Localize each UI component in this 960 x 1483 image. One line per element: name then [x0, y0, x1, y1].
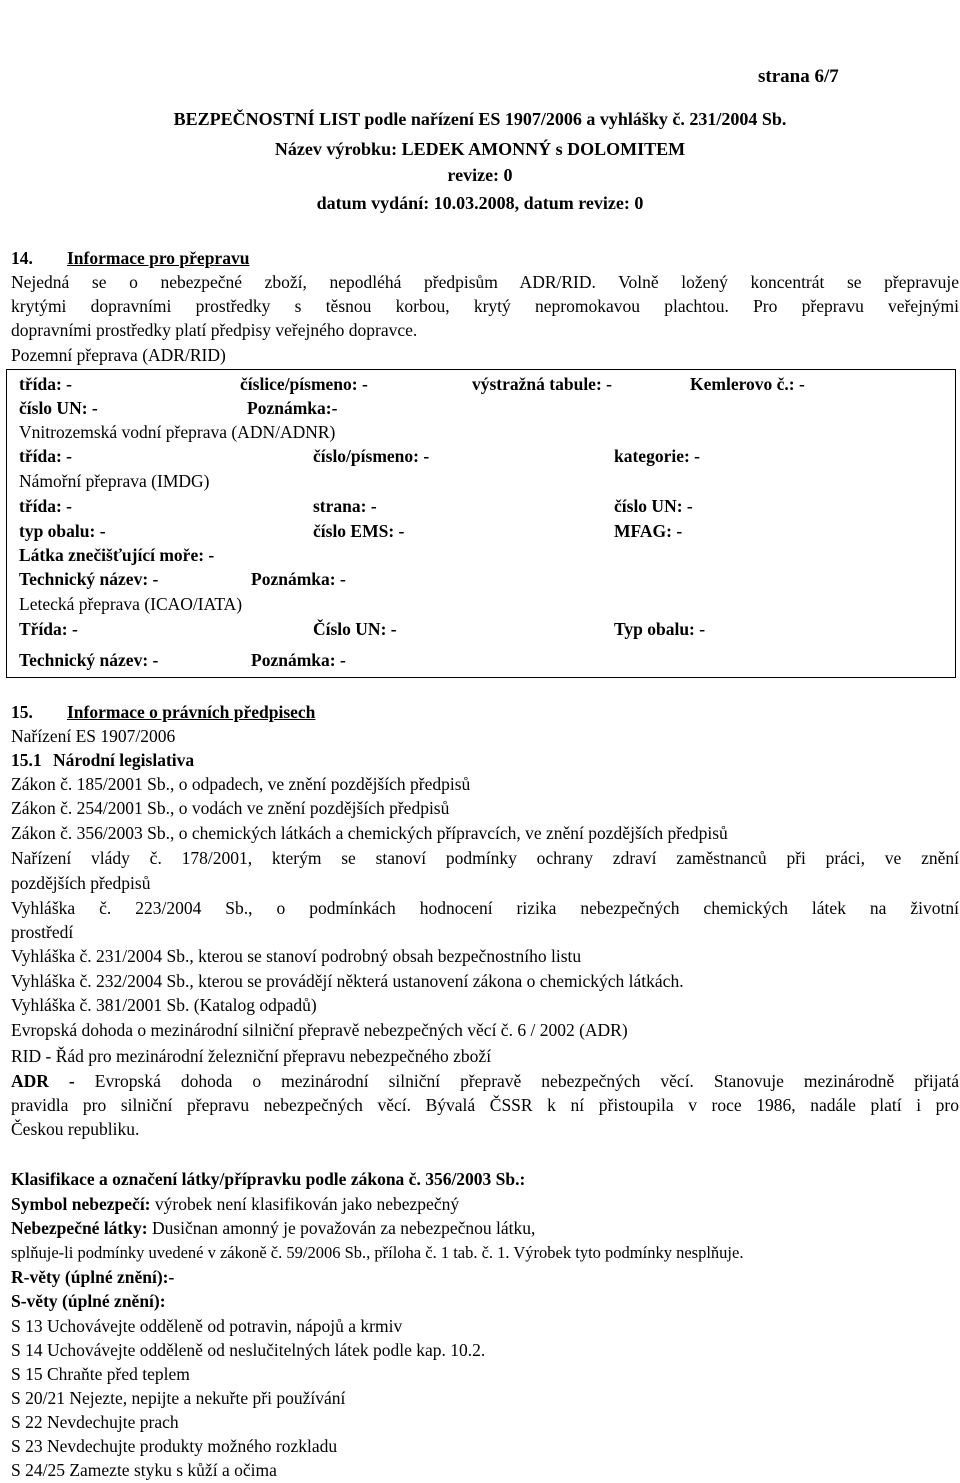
- law-item: Evropská dohoda o mezinárodní silniční přepravě nebezpečných věcí č. 6 / 2002 (ADR): [11, 1020, 628, 1040]
- s-phrase-item: S 15 Chraňte před teplem: [11, 1364, 190, 1384]
- law-item: RID - Řád pro mezinárodní železniční přepravu nebezpečného zboží: [11, 1046, 492, 1066]
- road-class: třída: -: [19, 374, 72, 394]
- road-kemler: Kemlerovo č.: -: [690, 374, 805, 394]
- s-phrase-item: S 13 Uchovávejte odděleně od potravin, nápojů a krmiv: [11, 1316, 403, 1336]
- dangerous-substances-text-2: splňuje-li podmínky uvedené v zákoně č. 59/2006 Sb., příloha č. 1 tab. č. 1. Výrobek tyto podmínky nesplňuje.: [11, 1243, 744, 1262]
- adr-paragraph: [11, 1069, 959, 1141]
- sea-note: Poznámka: -: [251, 569, 346, 589]
- law-item: Vyhláška č. 232/2004 Sb., kterou se provádějí některá ustanovení zákona o chemických látkách.: [11, 971, 684, 991]
- subsection-15-1-number: 15.1: [11, 750, 42, 770]
- transport-box: [6, 369, 956, 678]
- box-row-road-2: [19, 398, 959, 422]
- inland-code: číslo/písmeno: -: [313, 446, 430, 466]
- government-regulation-line-2: pozdějších předpisů: [11, 873, 151, 893]
- dangerous-substances-label: Nebezpečné látky:: [11, 1218, 148, 1238]
- inland-category: kategorie: -: [614, 446, 701, 466]
- dangerous-substances-text: Dusičnan amonný je považován za nebezpečnou látku,: [147, 1218, 536, 1238]
- sea-page: strana: -: [313, 496, 377, 516]
- page-number: strana 6/7: [758, 66, 839, 87]
- classification-title: Klasifikace a označení látky/přípravku podle zákona č. 356/2003 Sb.:: [11, 1169, 526, 1189]
- regulation-1907: Nařízení ES 1907/2006: [11, 726, 176, 746]
- section-14-number: 14.: [11, 248, 33, 268]
- product-name: Název výrobku: LEDEK AMONNÝ s DOLOMITEM: [274, 139, 686, 159]
- adr-text-1: Evropská dohoda o mezinárodní silniční přepravě nebezpečných věcí. Stanovuje mezinárodně přijatá: [74, 1071, 959, 1091]
- s-phrase-item: S 22 Nevdechujte prach: [11, 1412, 179, 1432]
- adr-text-2: pravidla pro silniční přepravu nebezpečných věcí. Bývalá ČSSR k ní přistoupila v roce 1986, nadále platí i pro: [11, 1095, 959, 1115]
- box-row-road-1: [19, 374, 959, 398]
- adr-label: ADR -: [11, 1071, 75, 1091]
- section-15-title: Informace o právních předpisech: [67, 702, 316, 722]
- air-title: Letecká přeprava (ICAO/IATA): [19, 594, 243, 614]
- s14-paragraph-line-3: dopravními prostředky platí předpisy veřejného dopravce.: [11, 320, 418, 340]
- law-item: Zákon č. 254/2001 Sb., o vodách ve znění pozdějších předpisů: [11, 798, 450, 818]
- box-row-sea-2: [19, 521, 959, 545]
- revision: revize: 0: [447, 165, 513, 185]
- government-regulation-line-1: Nařízení vlády č. 178/2001, kterým se stanoví podmínky ochrany zdraví zaměstnanců při práci, ve znění: [11, 848, 959, 868]
- s14-paragraph-line-2: krytými dopravními prostředky s těsnou korbou, krytý nepromokavou plachtou. Pro přepravu veřejnými: [11, 296, 959, 316]
- decree-223-line-1: Vyhláška č. 223/2004 Sb., o podmínkách hodnocení rizika nebezpečných chemických látek na životní: [11, 898, 959, 918]
- inland-class: třída: -: [19, 446, 72, 466]
- law-item: Zákon č. 356/2003 Sb., o chemických látkách a chemických přípravcích, ve znění pozdějších předpisů: [11, 823, 728, 843]
- s-phrase-item: S 20/21 Nejezte, nepijte a nekuřte při používání: [11, 1388, 346, 1408]
- sea-package-type: typ obalu: -: [19, 521, 106, 541]
- road-code: číslice/písmeno: -: [240, 374, 368, 394]
- s-phrases-heading: S-věty (úplné znění):: [11, 1291, 166, 1311]
- hazard-symbol-text: výrobek není klasifikován jako nebezpečný: [150, 1194, 460, 1214]
- box-row-inland: [19, 446, 959, 470]
- dangerous-substances-line: [11, 1218, 959, 1239]
- s-phrase-item: S 24/25 Zamezte styku s kůží a očima: [11, 1460, 277, 1480]
- decree-223-line-2: prostředí: [11, 922, 74, 942]
- box-row-air-1: [19, 619, 959, 643]
- road-transport-title: Pozemní přeprava (ADR/RID): [11, 345, 226, 365]
- subsection-15-1-title: Národní legislativa: [53, 750, 195, 770]
- box-row-sea-1: [19, 496, 959, 520]
- document-title: BEZPEČNOSTNÍ LIST podle nařízení ES 1907/2006 a vyhlášky č. 231/2004 Sb.: [173, 109, 787, 129]
- s14-paragraph-line-1: Nejedná se o nebezpečné zboží, nepodléhá předpisům ADR/RID. Volně ložený koncentrát se přepravuje: [11, 272, 959, 292]
- box-row-air-2: [19, 650, 959, 674]
- air-class: Třída: -: [19, 619, 78, 639]
- road-un: číslo UN: -: [19, 398, 98, 418]
- sea-ems: číslo EMS: -: [313, 521, 405, 541]
- sea-mfag: MFAG: -: [614, 521, 683, 541]
- sea-technical-name: Technický název: -: [19, 569, 159, 589]
- sea-title: Námořní přeprava (IMDG): [19, 471, 210, 491]
- air-note: Poznámka: -: [251, 650, 346, 670]
- law-item: Zákon č. 185/2001 Sb., o odpadech, ve znění pozdějších předpisů: [11, 774, 471, 794]
- r-phrases-heading: R-věty (úplné znění):-: [11, 1267, 175, 1287]
- road-note: Poznámka:-: [247, 398, 338, 418]
- law-item: Vyhláška č. 231/2004 Sb., kterou se stanoví podrobný obsah bezpečnostního listu: [11, 946, 582, 966]
- air-package-type: Typ obalu: -: [614, 619, 706, 639]
- sea-class: třída: -: [19, 496, 72, 516]
- law-item: Vyhláška č. 381/2001 Sb. (Katalog odpadů): [11, 995, 317, 1015]
- s-phrase-item: S 23 Nevdechujte produkty možného rozkladu: [11, 1436, 338, 1456]
- box-row-sea-3: [19, 569, 959, 593]
- inland-title: Vnitrozemská vodní přeprava (ADN/ADNR): [19, 422, 336, 442]
- adr-text-3: Českou republiku.: [11, 1119, 140, 1139]
- sea-un: číslo UN: -: [614, 496, 693, 516]
- s-phrase-item: S 14 Uchovávejte odděleně od neslučitelných látek podle kap. 10.2.: [11, 1340, 486, 1360]
- section-14-title: Informace pro přepravu: [67, 248, 250, 268]
- hazard-symbol-line: [11, 1194, 959, 1215]
- hazard-symbol-label: Symbol nebezpečí:: [11, 1194, 151, 1214]
- section-15-number: 15.: [11, 702, 33, 722]
- issue-date: datum vydání: 10.03.2008, datum revize: 0: [316, 193, 644, 213]
- marine-pollutant: Látka znečišťující moře: -: [19, 545, 215, 565]
- road-warning-plate: výstražná tabule: -: [472, 374, 612, 394]
- air-un: Číslo UN: -: [313, 619, 397, 639]
- air-technical-name: Technický název: -: [19, 650, 159, 670]
